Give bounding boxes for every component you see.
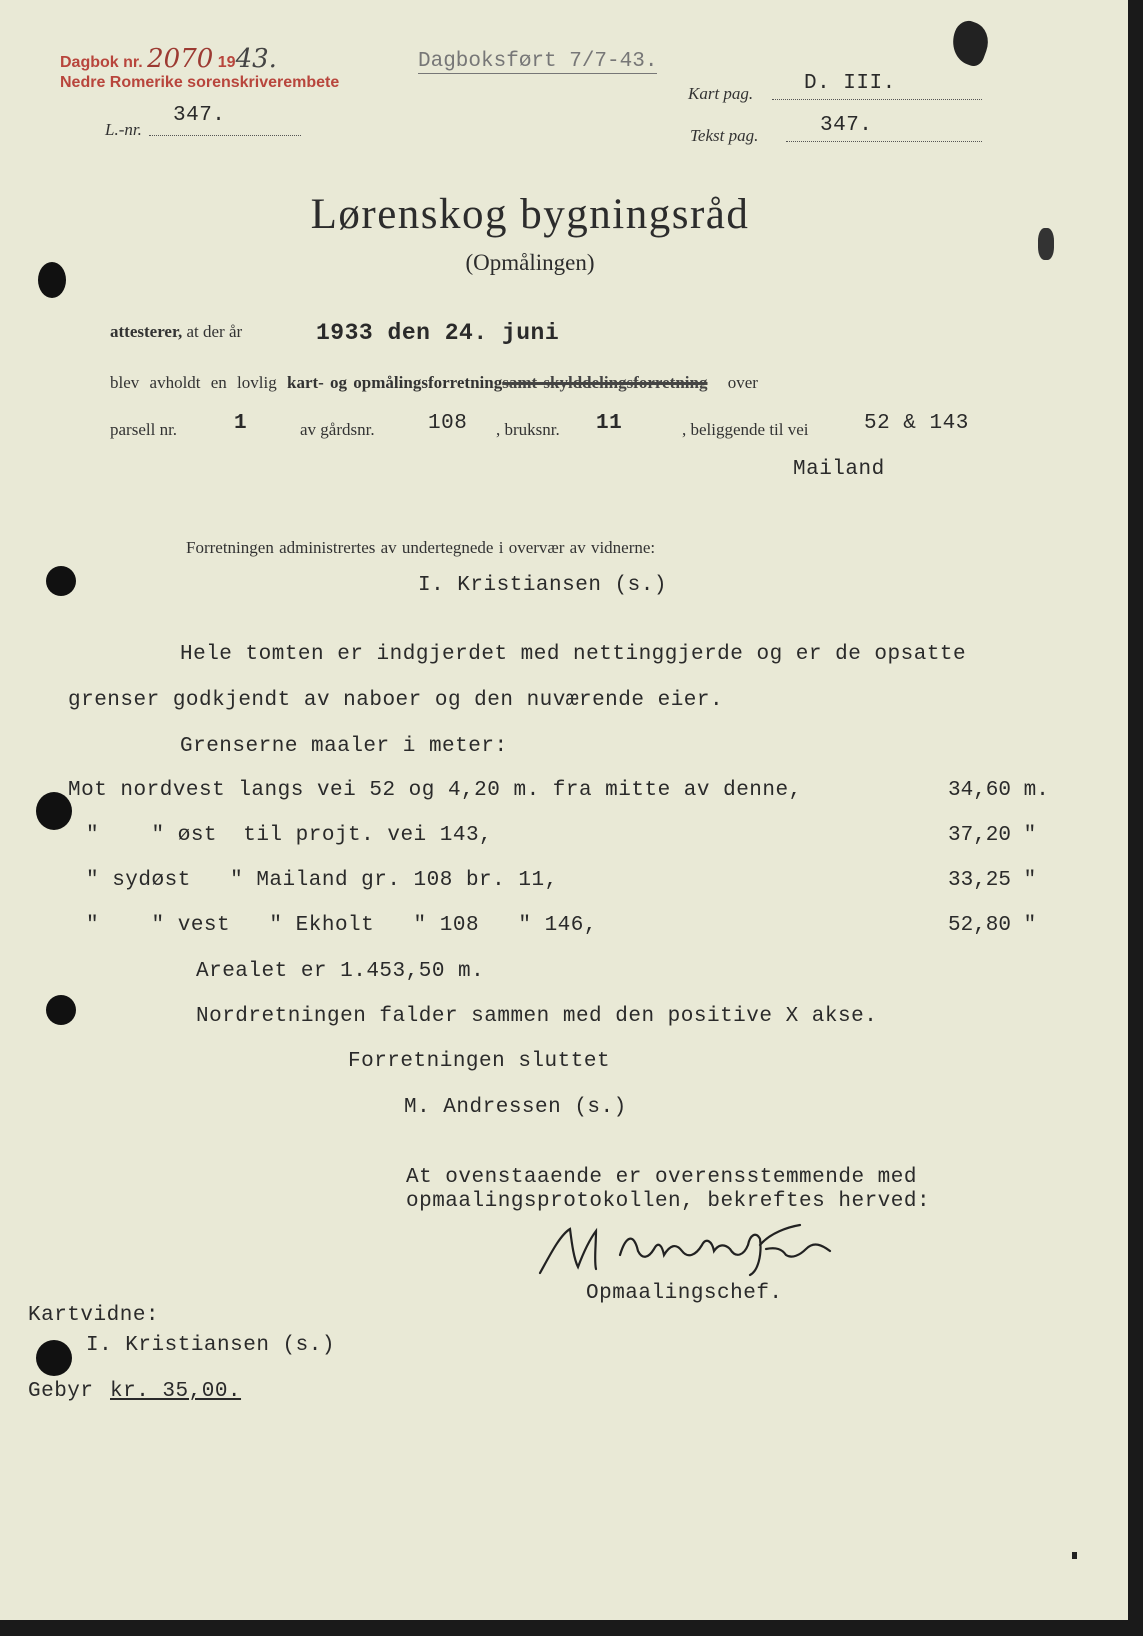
body-p2: Grenserne maaler i meter:: [180, 735, 508, 758]
boundary-row: " " øst til projt. vei 143,: [86, 824, 493, 847]
bruks-label: , bruksnr.: [496, 420, 560, 439]
dagbok-stamp: [60, 44, 277, 74]
kart-dots: [772, 98, 982, 100]
tekst-value: 347.: [820, 114, 873, 137]
ink-dot: [1072, 1552, 1077, 1559]
line2-b: kart- og opmålingsforretning: [286, 373, 503, 392]
area-line: Arealet er 1.453,50 m.: [196, 960, 485, 983]
year-prefix: 19: [217, 54, 236, 71]
body-p1a: Hele tomten er indgjerdet med nettinggjerde og er de opsatte: [180, 643, 967, 666]
kart-label: Kart pag.: [688, 84, 754, 103]
dagbok-number: 2070: [147, 44, 214, 74]
kartvidne-label: Kartvidne:: [28, 1304, 160, 1327]
attest-line: [110, 322, 242, 342]
line2-a: blev avholdt en lovlig: [110, 373, 277, 392]
line2-c: over: [727, 373, 758, 392]
office-stamp: Nedre Romerike sorenskriverembete: [60, 74, 340, 91]
page-subtitle: (Opmålingen): [465, 250, 595, 275]
punch-hole: [46, 995, 76, 1025]
attest-date: 1933 den 24. juni: [316, 320, 560, 346]
ink-smudge: [946, 17, 994, 69]
line2-struck: samt skylddelingsforretning: [502, 373, 708, 392]
place: Mailand: [793, 458, 885, 481]
north-line: Nordretningen falder sammen med den positive X akse.: [196, 1005, 878, 1028]
belig-value: 52 & 143: [864, 412, 969, 435]
gards-label: av gårdsnr.: [300, 420, 375, 439]
attest-intro: attesterer,: [110, 322, 183, 341]
boundary-value: 33,25 ": [948, 869, 1037, 892]
parsell-label: parsell nr.: [110, 420, 178, 439]
boundary-value: 37,20 ": [948, 824, 1037, 847]
admin-line: Forretningen administrertes av undertegnede i overvær av vidnerne:: [186, 538, 656, 557]
forretning-line: [110, 373, 758, 393]
confirm-line-1: At ovenstaaende er overensstemmende med: [406, 1166, 917, 1189]
boundary-row: Mot nordvest langs vei 52 og 4,20 m. fra mitte av denne,: [68, 779, 802, 802]
tekst-dots: [786, 140, 982, 142]
gebyr-label: Gebyr: [28, 1380, 94, 1403]
lnr-value: 347.: [173, 104, 226, 127]
boundary-value: 34,60 m.: [948, 779, 1049, 802]
confirm-line-2: opmaalingsprotokollen, bekreftes herved:: [406, 1190, 931, 1213]
parsell-value: 1: [234, 412, 248, 435]
boundary-row: " sydøst " Mailand gr. 108 br. 11,: [86, 869, 558, 892]
boundary-value: 52,80 ": [948, 914, 1037, 937]
kartvidne-name: I. Kristiansen (s.): [86, 1334, 335, 1357]
punch-hole: [46, 566, 76, 596]
witness: I. Kristiansen (s.): [418, 574, 667, 597]
tekst-line: [690, 114, 982, 150]
kart-value: D. III.: [804, 72, 896, 95]
dagboksfort-stamp: Dagboksført 7/7-43.: [418, 50, 658, 73]
closed-line: Forretningen sluttet: [348, 1050, 611, 1073]
boundary-row: " " vest " Ekholt " 108 " 146,: [86, 914, 597, 937]
page-title: Lørenskog bygningsråd: [310, 191, 750, 238]
lnr-dots: [149, 134, 301, 136]
chief-title: Opmaalingschef.: [586, 1282, 783, 1305]
tekst-label: Tekst pag.: [690, 126, 759, 145]
attest-at-der-aar: at der år: [186, 322, 243, 341]
belig-label: , beliggende til vei: [682, 420, 809, 439]
punch-hole: [36, 792, 72, 830]
dagbok-label: Dagbok nr.: [60, 54, 143, 71]
kart-line: [688, 72, 982, 108]
lnr-label: L.-nr.: [105, 120, 142, 139]
bruks-value: 11: [596, 412, 623, 435]
signer-name: M. Andressen (s.): [404, 1096, 627, 1119]
handwritten-signature: [530, 1215, 870, 1285]
gebyr-value: kr. 35,00.: [110, 1380, 242, 1403]
body-p1b: grenser godkjendt av naboer og den nuværende eier.: [68, 689, 724, 712]
punch-hole: [36, 1340, 72, 1376]
year-suffix: 43.: [235, 44, 277, 74]
gards-value: 108: [428, 412, 468, 435]
